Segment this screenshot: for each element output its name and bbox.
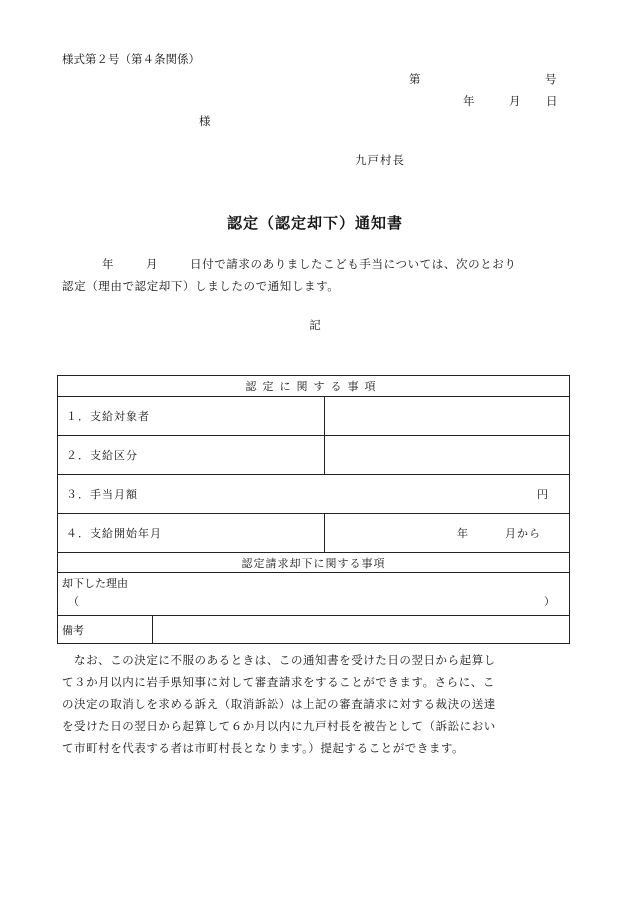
notice-line: を受けた日の翌日から起算して６か月以内に九戸村長を被告として（訴訟におい [62, 719, 496, 733]
notice-line: なお、この決定に不服のあるときは、この通知書を受けた日の翌日から起算し [62, 653, 496, 667]
paren-open: （ [68, 595, 79, 608]
item-label-text: ３．手当月額 [66, 488, 138, 501]
issuer-name: 九戸村長 [355, 153, 405, 167]
table-row [58, 475, 570, 514]
item-label: １．支給対象者 [58, 397, 325, 436]
item-value [325, 397, 570, 436]
section-header-certification: 認定に関する事項 [58, 376, 570, 397]
notice-line: て３か月以内に岩手県知事に対して審査請求をすることができます。さらに、こ [62, 675, 495, 689]
item-label [58, 475, 570, 514]
table-row [58, 514, 570, 553]
paren-close: ） [544, 595, 556, 608]
notice-line: の決定の取消しを求める訴え（取消訴訟）は上記の審査請求に対する裁決の送達 [62, 697, 496, 711]
item-value [325, 436, 570, 475]
notice-line: て市町村を代表する者は市町村長となります。）提起することができます。 [62, 741, 465, 755]
remarks-value [153, 616, 570, 644]
body-month: 月 [146, 257, 159, 271]
date-day: 日 [546, 94, 558, 108]
certification-table [57, 375, 570, 644]
body-paragraph-line-1 [62, 256, 562, 272]
item-label: ４．支給開始年月 [58, 514, 325, 553]
table-row [58, 397, 570, 436]
body-year: 年 [102, 257, 115, 271]
rejection-reason-label: 却下した理由 [62, 577, 128, 590]
item-label: ２．支給区分 [58, 436, 325, 475]
rejection-reason-cell [58, 573, 570, 616]
document-number-prefix: 第 [409, 72, 421, 86]
date-month: 月 [509, 94, 521, 108]
addressee-honorific: 様 [199, 114, 211, 128]
notice-paragraph [62, 649, 562, 759]
body-paragraph-line-2: 認定（理由で認定却下）しましたので通知します。 [62, 279, 340, 293]
remarks-label: 備考 [58, 616, 153, 644]
item-value: 年 月から [325, 514, 570, 553]
document-title: 認定（認定却下）通知書 [226, 214, 403, 232]
section-header-rejection: 認定請求却下に関する事項 [58, 553, 570, 573]
ki-label: 記 [309, 318, 321, 332]
date-year: 年 [463, 94, 475, 108]
item-value: 円 [537, 488, 550, 501]
form-number: 様式第２号（第４条関係） [62, 52, 200, 66]
table-row [58, 436, 570, 475]
document-number-suffix: 号 [545, 72, 557, 86]
body-line1-text: 日付で請求のありましたこども手当については、次のとおり [190, 257, 517, 271]
